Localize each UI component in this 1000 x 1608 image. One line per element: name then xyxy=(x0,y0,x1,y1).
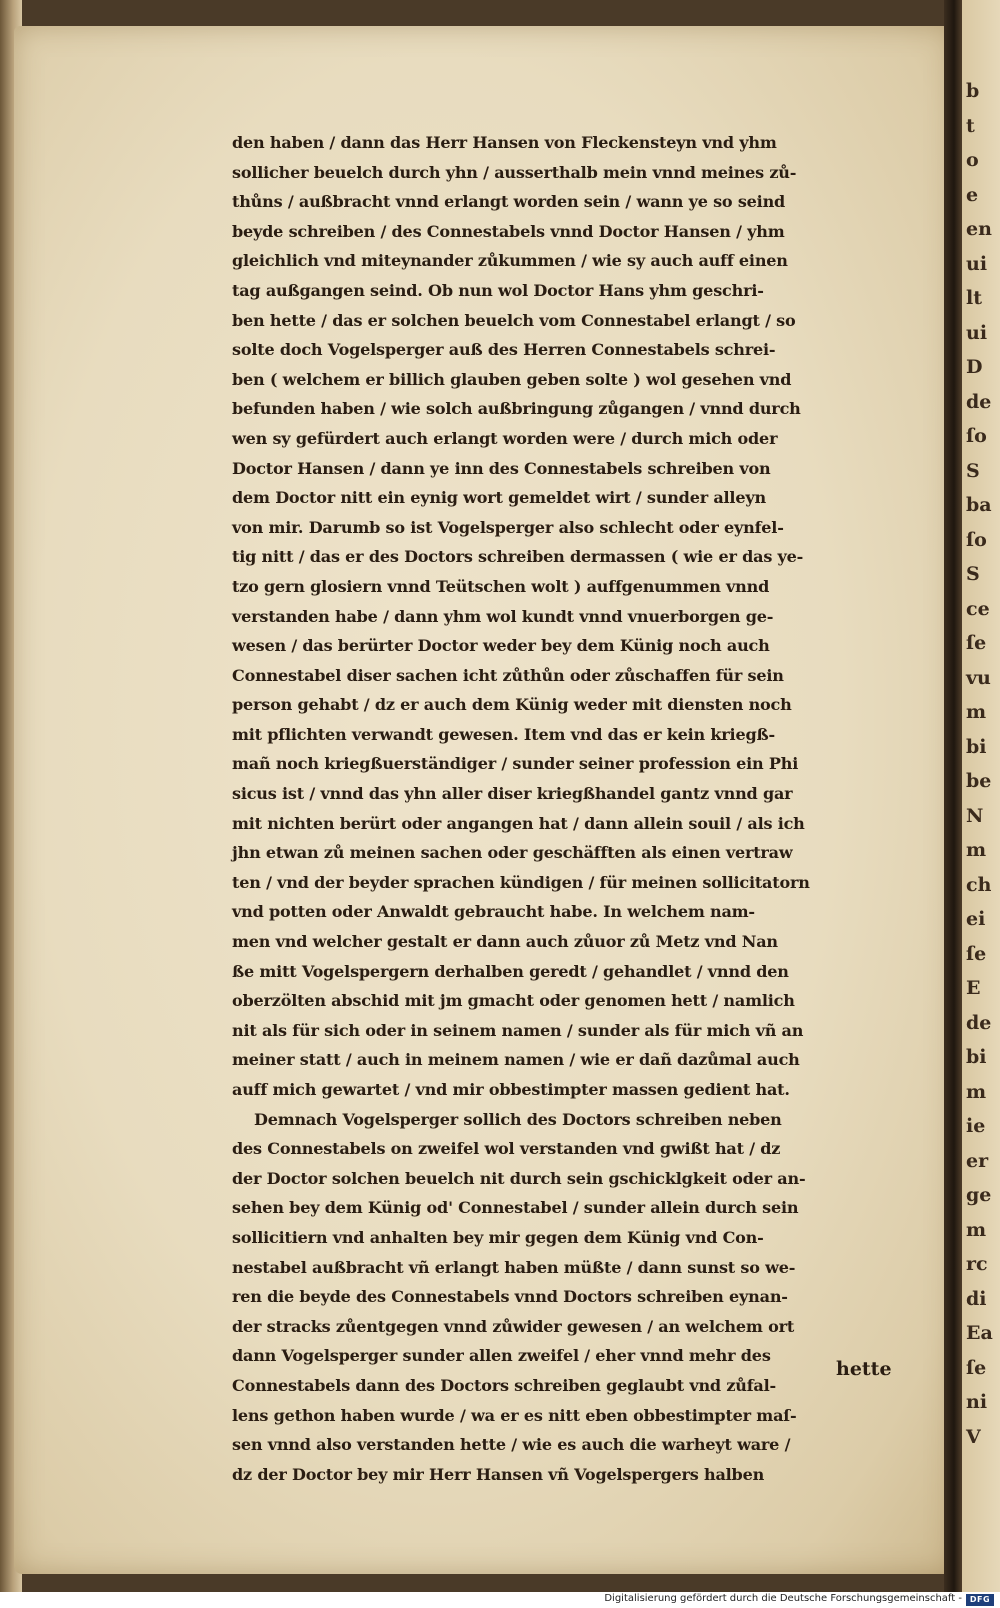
text-line: tig nitt / das er des Doctors schreiben dermassen ( wie er das ye- xyxy=(232,547,804,567)
next-page-fragment: ui xyxy=(966,321,988,344)
next-page-fragment: di xyxy=(966,1287,987,1310)
text-line: dz der Doctor bey mir Herr Hansen vñ Vogelspergers halben xyxy=(232,1464,765,1484)
text-line: den haben / dann das Herr Hansen von Fleckensteyn vnd yhm xyxy=(232,133,777,152)
next-page-fragment: e xyxy=(966,183,979,206)
catchword: hette xyxy=(836,1358,892,1380)
text-line: auff mich gewartet / vnd mir obbestimpter massen gedient hat. xyxy=(232,1080,790,1099)
text-line: lens gethon haben wurde / wa er es nitt eben obbestimpter maſ- xyxy=(232,1405,797,1425)
text-line: verstanden habe / dann yhm wol kundt vnnd vnuerborgen ge- xyxy=(232,606,774,626)
next-page-edge xyxy=(962,0,1000,1592)
next-page-fragment: b xyxy=(966,80,980,102)
next-page-fragment: ſo xyxy=(966,425,987,447)
next-page-fragment: ſe xyxy=(966,1356,987,1379)
text-line: ben ( welchem er billich glauben geben solte ) wol gesehen vnd xyxy=(232,369,792,389)
next-page-fragment: ei xyxy=(966,908,986,930)
text-line: mañ noch kriegßuerständiger / sunder seiner profession ein Phi xyxy=(232,754,799,774)
text-line: solte doch Vogelsperger auß des Herren Connestabels schrei- xyxy=(232,340,776,360)
next-page-fragment: ſe xyxy=(966,942,987,965)
next-page-fragment: vu xyxy=(966,666,991,689)
text-line: Connestabel diser sachen icht zůthůn oder zůschaffen für sein xyxy=(232,665,784,685)
next-page-fragment: ui xyxy=(966,252,988,275)
next-page-fragment: m xyxy=(966,701,987,723)
text-line: wen sy gefürdert auch erlangt worden were / durch mich oder xyxy=(232,428,778,448)
text-line: sicus ist / vnnd das yhn aller diser kriegßhandel gantz vnnd gar xyxy=(232,784,793,804)
text-line: dann Vogelsperger sunder allen zweifel / eher vnnd mehr des xyxy=(232,1346,771,1366)
next-page-fragment: rc xyxy=(966,1253,988,1275)
text-line: Doctor Hansen / dann ye inn des Connestabels schreiben von xyxy=(232,458,771,478)
page-text xyxy=(232,128,902,1489)
text-line: mit nichten berürt oder angangen hat / dann allein souil / als ich xyxy=(232,813,805,833)
next-page-fragment: ſo xyxy=(966,528,987,551)
next-page-fragment: ſe xyxy=(966,632,987,654)
next-page-fragment: en xyxy=(966,218,992,240)
next-page-fragment: ba xyxy=(966,494,992,516)
dfg-logo-icon: DFG xyxy=(966,1594,994,1606)
next-page-fragment: m xyxy=(966,839,987,861)
text-line: Demnach Vogelsperger sollich des Doctors schreiben neben xyxy=(254,1109,782,1129)
text-line: befunden haben / wie solch außbringung zůgangen / vnnd durch xyxy=(232,399,801,419)
text-line: sollicher beuelch durch yhn / ausserthalb mein vnnd meines zů- xyxy=(232,162,797,182)
text-line: wesen / das berürter Doctor weder bey dem Künig noch auch xyxy=(232,636,770,656)
next-page-fragment: de xyxy=(966,1011,992,1034)
next-page-fragment: S xyxy=(966,563,980,585)
text-line: ten / vnd der beyder sprachen kündigen / für meinen sollicitatorn xyxy=(232,872,810,892)
text-line: Connestabels dann des Doctors schreiben geglaubt vnd zůfal- xyxy=(232,1375,776,1395)
text-line: sollicitiern vnd anhalten bey mir gegen dem Künig vnd Con- xyxy=(232,1227,764,1247)
text-line: vnd potten oder Anwaldt gebraucht habe. In welchem nam- xyxy=(232,902,755,922)
next-page-fragment: ie xyxy=(966,1115,986,1137)
text-line: ren die beyde des Connestabels vnnd Doctors schreiben eynan- xyxy=(232,1287,788,1307)
next-page-fragment: ce xyxy=(966,597,990,620)
next-page-fragment: bi xyxy=(966,735,987,758)
next-page-fragment: m xyxy=(966,1080,987,1103)
next-page-fragment: m xyxy=(966,1218,987,1241)
text-line: der Doctor solchen beuelch nit durch sein gschicklgkeit oder an- xyxy=(232,1168,806,1188)
text-line: des Connestabels on zweifel wol verstanden vnd gwißt hat / dz xyxy=(232,1139,781,1159)
text-line: nit als für sich oder in seinem namen / sunder als für mich vñ an xyxy=(232,1020,804,1040)
footer xyxy=(0,1592,1000,1608)
text-line: thůns / außbracht vnnd erlangt worden sein / wann ye so seind xyxy=(232,192,786,212)
next-page-fragment: ge xyxy=(966,1184,992,1206)
next-page-fragment: D xyxy=(966,356,983,378)
text-line: jhn etwan zů meinen sachen oder geschäfften als einen vertraw xyxy=(232,843,793,863)
next-page-fragment: ch xyxy=(966,873,992,896)
text-line: der stracks zůentgegen vnnd zůwider gewesen / an welchem ort xyxy=(232,1316,795,1336)
text-line: sehen bey dem Künig od' Connestabel / sunder allein durch sein xyxy=(232,1198,799,1218)
text-line: sen vnnd also verstanden hette / wie es auch die warheyt ware / xyxy=(232,1435,791,1455)
text-line: person gehabt / dz er auch dem Künig weder mit diensten noch xyxy=(232,695,792,715)
text-line: beyde schreiben / des Connestabels vnnd Doctor Hansen / yhm xyxy=(232,221,785,241)
next-page-fragment: be xyxy=(966,770,992,792)
next-page-fragment: N xyxy=(966,804,984,827)
next-page-fragment: o xyxy=(966,149,979,171)
text-line: ße mitt Vogelspergern derhalben geredt / gehandlet / vnnd den xyxy=(232,961,789,981)
text-line: mit pflichten verwandt gewesen. Item vnd das er kein kriegß- xyxy=(232,724,775,744)
book-gutter xyxy=(944,0,964,1592)
text-line: men vnd welcher gestalt er dann auch zůuor zů Metz vnd Nan xyxy=(232,932,778,952)
text-line: gleichlich vnd miteynander zůkummen / wie sy auch auff einen xyxy=(232,251,788,271)
next-page-fragment: er xyxy=(966,1149,989,1172)
next-page-fragment: bi xyxy=(966,1046,987,1068)
next-page-fragment: ni xyxy=(966,1391,988,1413)
next-page-fragment: S xyxy=(966,459,980,482)
digitization-credit: Digitalisierung gefördert durch die Deutsche Forschungsgemeinschaft - xyxy=(604,1593,962,1604)
text-line: tzo gern glosiern vnnd Teütschen wolt ) auffgenummen vnnd xyxy=(232,576,770,596)
next-page-fragment: t xyxy=(966,114,975,137)
next-page-fragment: V xyxy=(966,1425,981,1448)
next-page-fragment: E xyxy=(966,977,981,999)
next-page-fragment: Ea xyxy=(966,1322,993,1344)
next-page-fragment: lt xyxy=(966,287,982,309)
text-line: meiner statt / auch in meinem namen / wie er dañ dazůmal auch xyxy=(232,1050,800,1070)
text-line: ben hette / das er solchen beuelch vom Connestabel erlangt / so xyxy=(232,310,796,330)
text-line: dem Doctor nitt ein eynig wort gemeldet wirt / sunder alleyn xyxy=(232,488,766,508)
next-page-fragment: de xyxy=(966,390,992,413)
text-line: nestabel außbracht vñ erlangt haben müßte / dann sunst so we- xyxy=(232,1257,796,1277)
text-line: oberzölten abschid mit jm gmacht oder genomen hett / namlich xyxy=(232,991,795,1011)
text-line: von mir. Darumb so ist Vogelsperger also schlecht oder eynfel- xyxy=(232,517,784,537)
text-line: tag außgangen seind. Ob nun wol Doctor Hans yhm geschri- xyxy=(232,280,764,300)
